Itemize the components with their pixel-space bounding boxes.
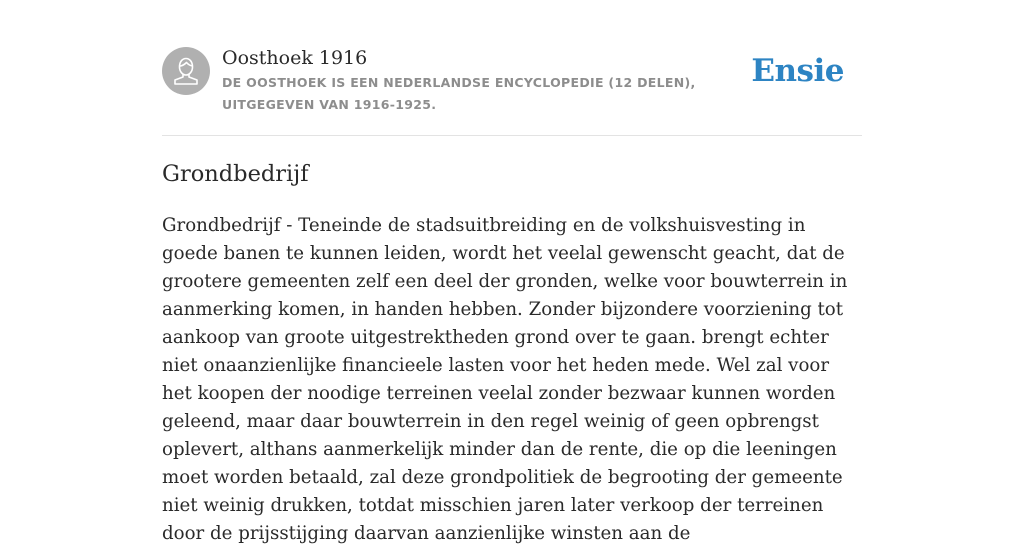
source-header: [162, 46, 862, 116]
ensie-logo[interactable]: Ensie: [751, 53, 844, 89]
article-body: Grondbedrijf - Teneinde de stadsuitbreiding en de volkshuisvesting in goede banen te kunnen leiden, wordt het veelal gewenscht geacht, dat de grootere gemeenten zelf een deel der gronden, welke voor bouwterrein in aanmerking komen, in handen hebben. Zonder bijzondere voorziening tot aankoop van groote uitgestrektheden grond over te gaan. brengt echter niet onaanzienlijke financieele lasten voor het heden mede. Wel zal voor het koopen der noodige terreinen veelal zonder bezwaar kunnen worden geleend, maar daar bouwterrein in den regel weinig of geen opbrengst oplevert, althans aanmerkelijk minder dan de rente, die op die leeningen moet worden betaald, zal deze grondpolitiek de begrooting der gemeente niet weinig drukken, totdat misschien jaren later verkoop der terreinen door de prijsstijging daarvan aanzienlijke winsten aan de: [162, 215, 848, 544]
source-info: [222, 46, 762, 116]
source-description: DE OOSTHOEK IS EEN NEDERLANDSE ENCYCLOPEDIE (12 DELEN), UITGEGEVEN VAN 1916-1925.: [222, 75, 696, 112]
header-divider: [162, 135, 862, 136]
article-title: Grondbedrijf: [162, 161, 309, 187]
source-avatar[interactable]: [162, 47, 210, 95]
user-silhouette-icon: [162, 47, 210, 95]
source-title[interactable]: Oosthoek 1916: [222, 47, 368, 69]
